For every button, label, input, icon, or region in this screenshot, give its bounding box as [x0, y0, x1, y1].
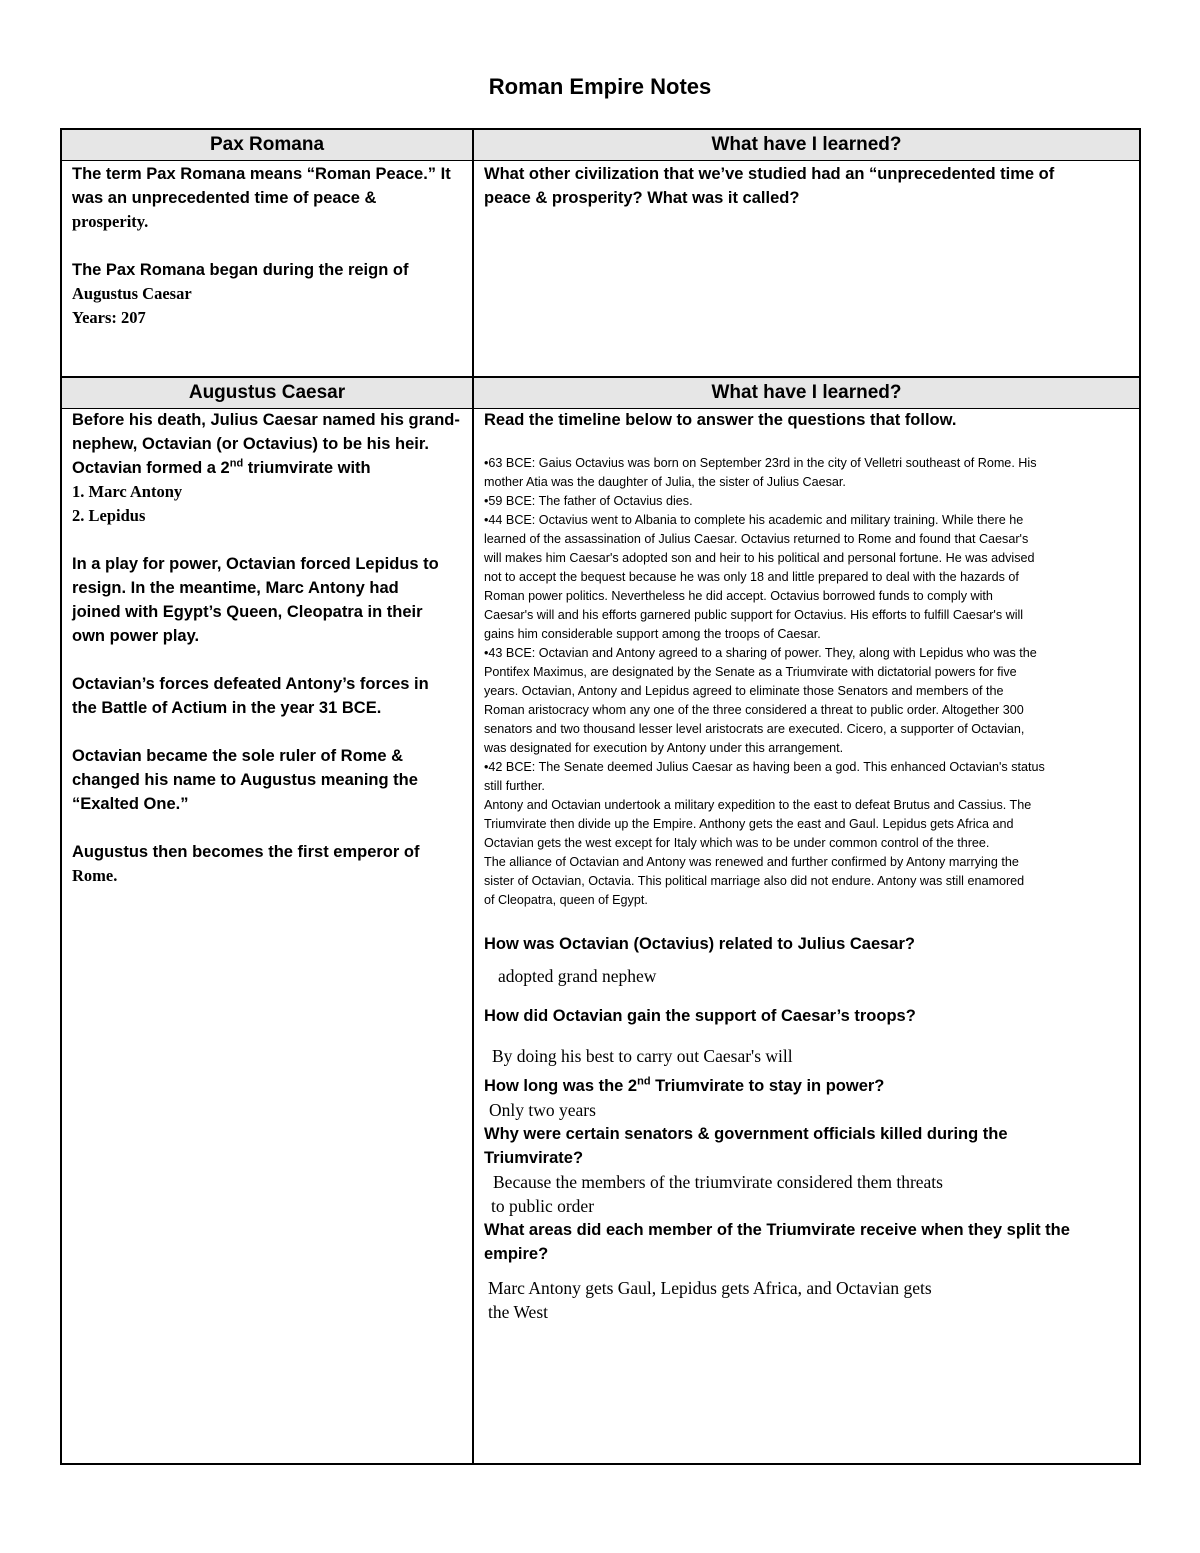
text-line: “Exalted One.” — [72, 795, 189, 813]
text-line: own power play. — [72, 627, 200, 645]
notes-table — [60, 128, 1141, 1465]
timeline-line: years. Octavian, Antony and Lepidus agreed to eliminate those Senators and members of the — [484, 684, 1004, 698]
pax-romana-notes — [72, 162, 467, 330]
timeline-line: Pontifex Maximus, are designated by the Senate as a Triumvirate with dictatorial powers for five — [484, 665, 1017, 679]
header-what-learned-2: What have I learned? — [711, 382, 902, 403]
question-2: How did Octavian gain the support of Caesar’s troops? — [484, 1007, 916, 1025]
page-title: Roman Empire Notes — [488, 74, 712, 99]
timeline-line: •63 BCE: Gaius Octavius was born on September 23rd in the city of Velletri southeast of Rome. His — [484, 456, 1037, 470]
timeline-line: Antony and Octavian undertook a military expedition to the east to defeat Brutus and Cassius. The — [484, 798, 1032, 812]
text-line: Years: 207 — [72, 308, 146, 327]
text-line: Octavian became the sole ruler of Rome & — [72, 747, 404, 765]
timeline-line: The alliance of Octavian and Antony was renewed and further confirmed by Antony marrying the — [484, 855, 1019, 869]
text-line: Rome. — [72, 866, 118, 885]
augustus-notes — [72, 408, 467, 888]
text-line: The Pax Romana began during the reign of — [72, 261, 409, 279]
answer-3: Only two years — [489, 1100, 596, 1120]
answer-5-cont: the West — [488, 1302, 548, 1322]
timeline-line: mother Atia was the daughter of Julia, the sister of Julius Caesar. — [484, 475, 846, 489]
timeline-line: sister of Octavian, Octavia. This political marriage also did not endure. Antony was still enamored — [484, 874, 1025, 888]
question-5-cont: empire? — [484, 1245, 549, 1263]
text-line: resign. In the meantime, Marc Antony had — [72, 579, 399, 597]
question-4-cont: Triumvirate? — [484, 1149, 584, 1167]
timeline-line: Caesar's will and his efforts garnered public support for Octavius. His efforts to fulfill Caesar's will — [484, 608, 1024, 622]
answer-5: Marc Antony gets Gaul, Lepidus gets Africa, and Octavian gets — [488, 1278, 932, 1298]
timeline-intro: Read the timeline below to answer the questions that follow. — [484, 411, 957, 429]
header-what-learned-1: What have I learned? — [711, 134, 902, 155]
timeline-section — [484, 408, 1139, 1324]
header-pax-romana: Pax Romana — [209, 134, 325, 155]
timeline-text — [484, 454, 1139, 910]
timeline-line: not to accept the bequest because he was only 18 and little prepared to deal with the hazards of — [484, 570, 1019, 584]
timeline-line: was designated for execution by Antony under this arrangement. — [484, 741, 844, 755]
timeline-line: learned of the assassination of Julius Caesar. Octavius returned to Rome and found that Caesar's — [484, 532, 1029, 546]
header-row-augustus — [62, 376, 1139, 409]
timeline-line: Triumvirate then divide up the Empire. Anthony gets the east and Gaul. Lepidus gets Africa and — [484, 817, 1014, 831]
text-line: Augustus Caesar — [72, 284, 192, 303]
timeline-line: Roman aristocracy whom any one of the three considered a threat to public order. Altogether 300 — [484, 703, 1024, 717]
timeline-line: of Cleopatra, queen of Egypt. — [484, 893, 648, 907]
text-line: 2. Lepidus — [72, 506, 146, 525]
question-4: Why were certain senators & government officials killed during the — [484, 1125, 1008, 1143]
column-divider — [472, 130, 474, 1463]
text-line: prosperity. — [72, 212, 149, 231]
answer-4-cont: to public order — [491, 1196, 595, 1216]
text-line: joined with Egypt’s Queen, Cleopatra in their — [72, 603, 423, 621]
what-learned-question-1 — [484, 162, 1134, 210]
question-5: What areas did each member of the Triumvirate receive when they split the — [484, 1221, 1070, 1239]
text-line: 1. Marc Antony — [72, 482, 183, 501]
text-line: In a play for power, Octavian forced Lepidus to — [72, 555, 439, 573]
timeline-line: •43 BCE: Octavian and Antony agreed to a sharing of power. They, along with Lepidus who was the — [484, 646, 1037, 660]
timeline-line: Octavian gets the west except for Italy which was to be under common control of the three. — [484, 836, 990, 850]
text-line: Octavian’s forces defeated Antony’s forces in — [72, 675, 429, 693]
answer-4: Because the members of the triumvirate considered them threats — [493, 1172, 943, 1192]
header-row-pax-romana — [62, 130, 1139, 161]
text-line: What other civilization that we’ve studied had an “unprecedented time of — [484, 165, 1055, 183]
text-line: the Battle of Actium in the year 31 BCE. — [72, 699, 382, 717]
text-line: Octavian formed a 2nd triumvirate with — [72, 457, 371, 477]
text-line: nephew, Octavian (or Octavius) to be his heir. — [72, 435, 429, 453]
answer-1: adopted grand nephew — [498, 966, 657, 986]
timeline-line: gains him considerable support among the troops of Caesar. — [484, 627, 821, 641]
timeline-line: still further. — [484, 779, 545, 793]
answer-2: By doing his best to carry out Caesar's will — [492, 1046, 793, 1066]
timeline-line: will makes him Caesar's adopted son and heir to his political and personal fortune. He was advised — [484, 551, 1035, 565]
text-line: The term Pax Romana means “Roman Peace.” It — [72, 165, 451, 183]
timeline-line: senators and two thousand lesser level aristocrats are executed. Cicero, a supporter of Octavian, — [484, 722, 1025, 736]
text-line: peace & prosperity? What was it called? — [484, 189, 800, 207]
timeline-line: •59 BCE: The father of Octavius dies. — [484, 494, 693, 508]
text-line: Augustus then becomes the first emperor of — [72, 843, 420, 861]
question-1: How was Octavian (Octavius) related to Julius Caesar? — [484, 935, 915, 953]
timeline-line: •42 BCE: The Senate deemed Julius Caesar as having been a god. This enhanced Octavian's status — [484, 760, 1045, 774]
text-line: was an unprecedented time of peace & — [72, 189, 377, 207]
question-3: How long was the 2nd Triumvirate to stay in power? — [484, 1075, 885, 1095]
text-line: Before his death, Julius Caesar named his grand- — [72, 411, 460, 429]
header-augustus-caesar: Augustus Caesar — [188, 382, 346, 403]
timeline-line: Roman power politics. Nevertheless he did accept. Octavius borrowed funds to comply with — [484, 589, 993, 603]
text-line: changed his name to Augustus meaning the — [72, 771, 418, 789]
timeline-line: •44 BCE: Octavius went to Albania to complete his academic and military training. While there he — [484, 513, 1024, 527]
